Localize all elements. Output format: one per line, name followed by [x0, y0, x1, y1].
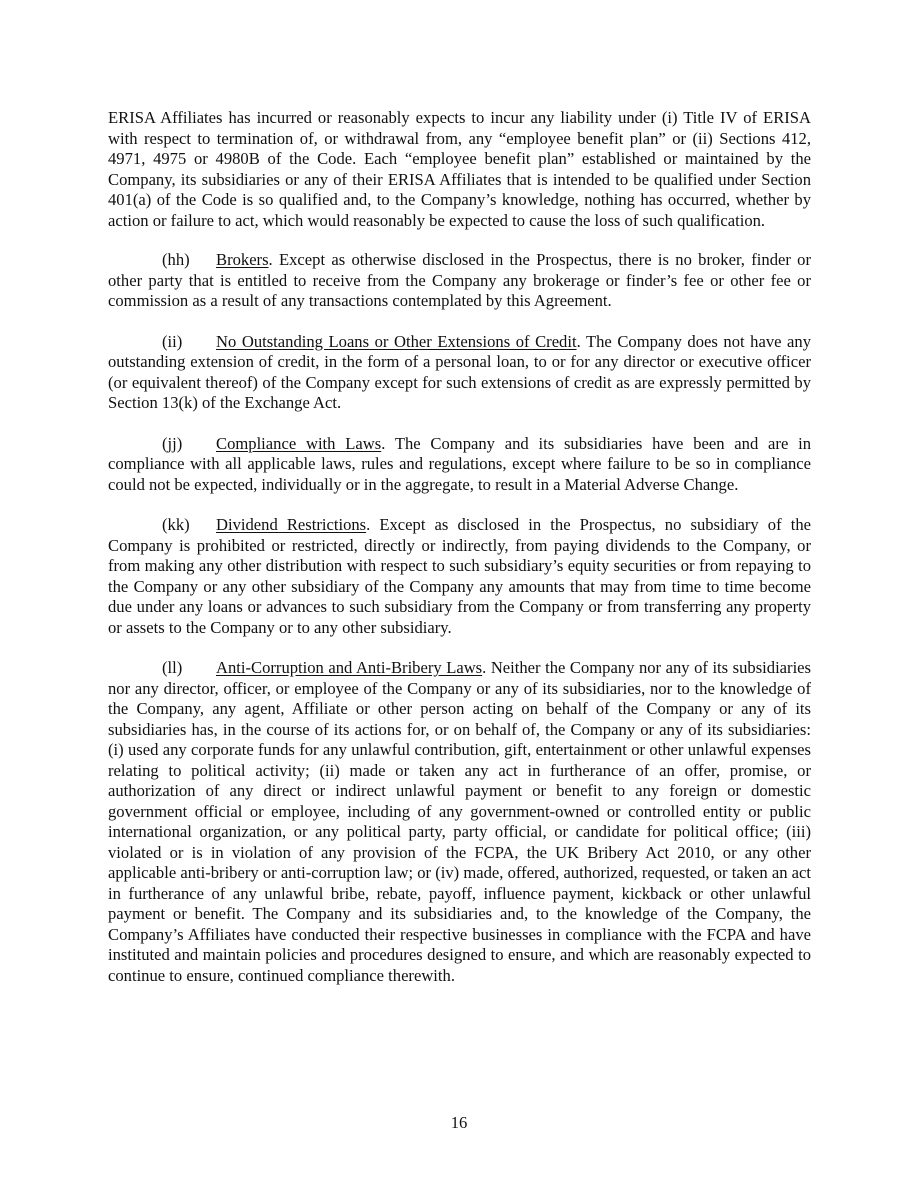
section-body: . Except as disclosed in the Prospectus, no subsidiary of the Company is prohibited or restricted, directly or indirectly, from paying dividends to the Company, or from making any other distribution with respect to such subsidiary’s equity securities or from repaying to the Company or any other subsidiary of the Company any amounts that may from time to time become due under any loans or advances to such subsidiary from the Company or from transferring any property or assets to the Company or to any other subsidiary.: [108, 515, 811, 637]
section-body: . The Company does not have any outstanding extension of credit, in the form of a personal loan, to or for any director or executive officer (or equivalent thereof) of the Company except for such extensions of credit as are expressly permitted by Section 13(k) of the Exchange Act.: [108, 331, 811, 412]
section-ii: [108, 332, 811, 414]
section-heading: Brokers: [216, 250, 269, 269]
section-number: (jj): [162, 433, 183, 453]
continuation-paragraph: ERISA Affiliates has incurred or reasonably expects to incur any liability under (i) Title IV of ERISA with respect to termination of, or withdrawal from, any “employee benefit plan” or (ii) Sections 412, 4971, 4975 or 4980B of the Code. Each “employee benefit plan” established or maintained by the Company, its subsidiaries or any of their ERISA Affiliates that is intended to be qualified under Section 401(a) of the Code is so qualified and, to the Company’s knowledge, nothing has occurred, whether by action or failure to act, which would reasonably be expected to cause the loss of such qualification.: [108, 108, 811, 230]
section-heading: Compliance with Laws: [216, 433, 382, 453]
section-number: (kk): [162, 515, 190, 534]
page-number: 16: [450, 1113, 468, 1132]
section-jj: [108, 434, 811, 496]
section-body: . The Company and its subsidiaries have been and are in compliance with all applicable laws, rules and regulations, except where failure to be so in compliance could not be expected, individually or in the aggregate, to result in a Material Adverse Change.: [108, 433, 811, 494]
section-ll: [108, 658, 811, 986]
section-heading: Anti-Corruption and Anti-Bribery Laws: [216, 658, 483, 677]
section-kk: [108, 515, 811, 638]
section-number: (ii): [162, 331, 183, 351]
section-number: (ll): [162, 658, 183, 677]
section-number: (hh): [162, 250, 190, 269]
section-heading: Dividend Restrictions: [216, 515, 367, 534]
section-hh: [108, 250, 811, 312]
section-body: . Except as otherwise disclosed in the Prospectus, there is no broker, finder or other party that is entitled to receive from the Company any brokerage or finder’s fee or other fee or commission as a result of any transactions contemplated by this Agreement.: [108, 250, 811, 310]
section-body: . Neither the Company nor any of its subsidiaries nor any director, officer, or employee of the Company or any of its subsidiaries, nor to the knowledge of the Company, any agent, Affiliate or other person acting on behalf of the Company or any of its subsidiaries has, in the course of its actions for, or on behalf of, the Company or any of its subsidiaries: (i) used any corporate funds for any unlawful contribution, gift, entertainment or other unlawful expenses relating to political activity; (ii) made or taken any act in furtherance of an offer, promise, or authorization of any direct or indirect unlawful payment or benefit to any foreign or domestic government official or employee, including of any government-owned or controlled entity or public international organization, or any political party, party official, or candidate for political office; (iii) violated or is in violation of any provision of the FCPA, the UK Bribery Act 2010, or any other applicable anti-bribery or anti-corruption law; or (iv) made, offered, authorized, requested, or taken an act in furtherance of any unlawful bribe, rebate, payoff, influence payment, kickback or other unlawful payment or benefit. The Company and its subsidiaries and, to the knowledge of the Company, the Company’s Affiliates have conducted their respective businesses in compliance with the FCPA and have instituted and maintain policies and procedures designed to ensure, and which are reasonably expected to continue to ensure, continued compliance therewith.: [108, 658, 811, 985]
document-page: [108, 108, 811, 1006]
section-heading: No Outstanding Loans or Other Extensions of Credit: [216, 331, 577, 351]
